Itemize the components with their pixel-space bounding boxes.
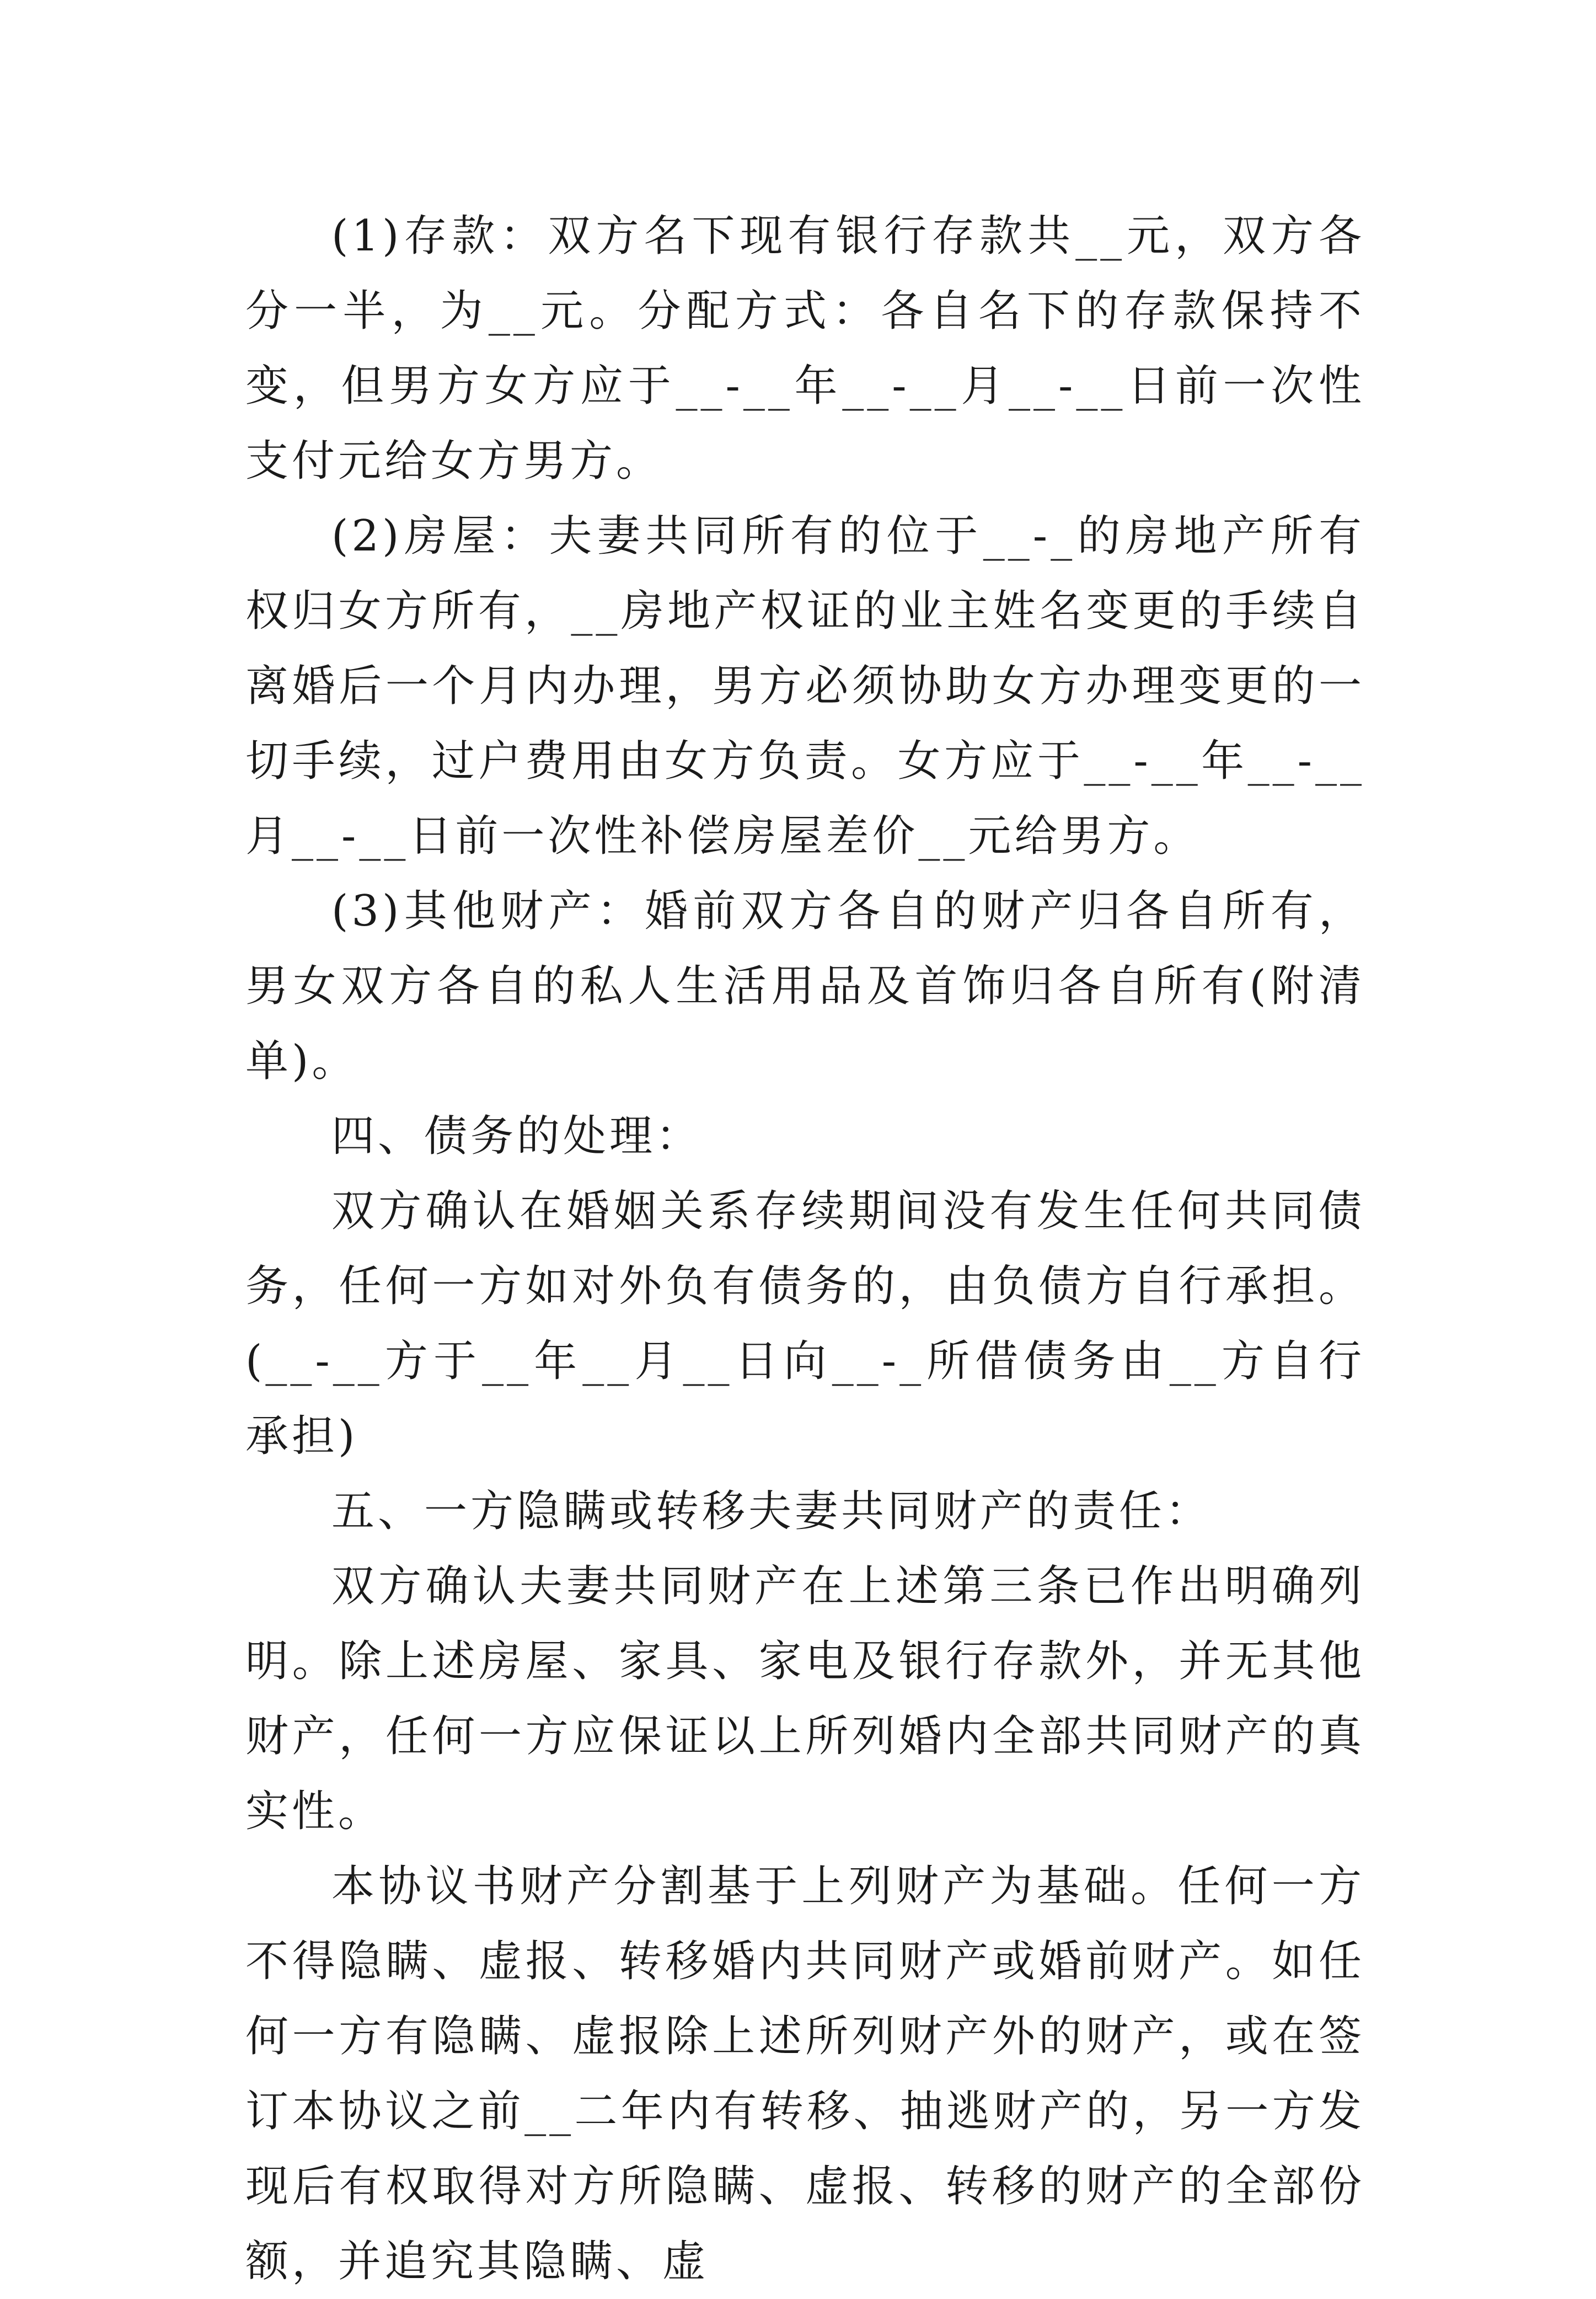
paragraph-confirmation: 双方确认夫妻共同财产在上述第三条已作出明确列明。除上述房屋、家具、家电及银行存款外，并无其他财产，任何一方应保证以上所列婚内全部共同财产的真实性。 — [245, 1562, 1365, 1836]
paragraph-deposit: (1)存款：双方名下现有银行存款共__元，双方各分一半，为__元。分配方式：各自名下的存款保持不变，但男方女方应于__-__年__-__月__-__日前一次性支付元给女方男方。 — [245, 211, 1365, 486]
section-heading-debt: 四、债务的处理： — [331, 1111, 703, 1161]
paragraph-other-property: (3)其他财产：婚前双方各自的财产归各自所有，男女双方各自的私人生活用品及首饰归各自所有(附清单)。 — [245, 886, 1365, 1086]
paragraph-division-basis: 本协议书财产分割基于上列财产为基础。任何一方不得隐瞒、虚报、转移婚内共同财产或婚前财产。如任何一方有隐瞒、虚报除上述所列财产外的财产，或在签订本协议之前__二年内有转移、抽逃财产的，另一方发现后有权取得对方所隐瞒、虚报、转移的财产的全部份额，并追究其隐瞒、虚 — [245, 1862, 1365, 2286]
paragraph-debt: 双方确认在婚姻关系存续期间没有发生任何共同债务，任何一方如对外负有债务的，由负债方自行承担。(__-__方于__年__月__日向__-_所借债务由__方自行承担) — [245, 1186, 1365, 1461]
paragraph-house: (2)房屋：夫妻共同所有的位于__-_的房地产所有权归女方所有，__房地产权证的业主姓名变更的手续自离婚后一个月内办理，男方必须协助女方办理变更的一切手续，过户费用由女方负责。女方应于__-__年__-__月__-__日前一次性补偿房屋差价__元给男方。 — [245, 511, 1365, 861]
section-heading-concealment: 五、一方隐瞒或转移夫妻共同财产的责任： — [331, 1487, 1212, 1536]
document-body — [245, 199, 1365, 2299]
